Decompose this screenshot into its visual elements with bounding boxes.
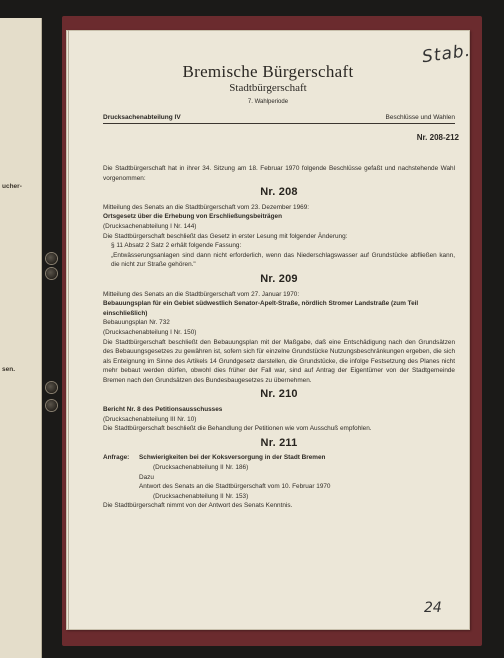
section-ref: (Drucksachenabteilung III Nr. 10)	[103, 415, 197, 423]
department-row	[103, 114, 455, 124]
punch-hole	[46, 400, 57, 411]
section-change: § 11 Absatz 2 Satz 2 erhält folgende Fassung:	[111, 242, 242, 250]
handwritten-page-number: 24	[424, 600, 442, 616]
intro-text: Die Stadtbürgerschaft hat in ihrer 34. Sitzung am 18. Februar 1970 folgende Beschlüsse gefaßt und nachstehende Wahl vorgenommen:	[103, 165, 455, 182]
handwritten-note: Stab.	[420, 40, 473, 68]
section-number: Nr. 209	[260, 272, 298, 285]
legislative-period: 7. Wahlperiode	[247, 99, 289, 105]
section-title: Ortsgesetz über die Erhebung von Erschließungsbeiträgen	[103, 213, 282, 221]
section-text: Mitteilung des Senats an die Stadtbürgerschaft vom 27. Januar 1970:	[103, 290, 300, 298]
section-text: Dazu	[139, 473, 154, 481]
section-ref: (Drucksachenabteilung I Nr. 150)	[103, 328, 197, 336]
section-plan: Bebauungsplan Nr. 732	[103, 319, 170, 327]
section-change-text: „Entwässerungsanlagen sind dann nicht erforderlich, wenn das Niederschlagswasser auf Grundstücke abfließen kann, die nicht zur Straße gehören."	[111, 251, 455, 269]
left-page-fragment: sen.	[2, 366, 16, 373]
left-page-fragment: ucher-	[2, 183, 22, 190]
section-number: Nr. 208	[260, 186, 298, 199]
inquiry-label: Anfrage:	[103, 454, 130, 462]
section-title: Bericht Nr. 8 des Petitionsausschusses	[103, 406, 223, 414]
document-subtitle: Stadtbürgerschaft	[229, 82, 307, 94]
section-title: Schwierigkeiten bei der Koksversorgung in der Stadt Bremen	[139, 454, 326, 462]
section-decision: Die Stadtbürgerschaft beschließt das Gesetz in erster Lesung mit folgender Änderung:	[103, 232, 348, 240]
section-number: Nr. 210	[260, 388, 298, 401]
section-decision: Die Stadtbürgerschaft beschließt den Bebauungsplan mit der Maßgabe, daß eine Entschädigung nach den Grundsätzen des Bebauungsgesetzes zu gewähren ist, sofern sich für einzelne Grundstücke Nutzungsbeschränkungen ergeben, die sich als Enteignung im Sinne des Artikels 14 Grundgesetz darstellen, die Grundstücke, die infolge Festsetzung des Planes nicht mehr bebaut werden dürfen, obwohl dies früher der Fall war, sind auf Antrag der Eigentümer von der Stadtgemeinde Bremen nach den Grundsätzen des Bundesbaugesetzes zu übernehmen.	[103, 338, 455, 384]
section-title: Bebauungsplan für ein Gebiet südwestlich Senator-Apelt-Straße, nördlich Stromer Landstraße (zum Teil einschließlich)	[103, 300, 419, 317]
page-edge-line	[68, 30, 69, 630]
inquiry-block	[103, 453, 455, 501]
punch-hole	[46, 253, 57, 264]
left-page-edge	[0, 18, 42, 658]
category-label: Beschlüsse und Wahlen	[385, 114, 455, 121]
document-title: Bremische Bürgerschaft	[182, 62, 354, 81]
section-ref: (Drucksachenabteilung I Nr. 144)	[103, 222, 197, 230]
section-decision: Die Stadtbürgerschaft beschließt die Behandlung der Petitionen wie vom Ausschuß empfohlen.	[103, 425, 372, 433]
section-decision: Die Stadtbürgerschaft nimmt von der Antwort des Senats Kenntnis.	[103, 502, 293, 510]
section-text: Mitteilung des Senats an die Stadtbürgerschaft vom 23. Dezember 1969:	[103, 203, 310, 211]
document-number-range: Nr. 208-212	[416, 133, 459, 142]
department-label: Drucksachenabteilung IV	[103, 114, 181, 121]
punch-hole	[46, 268, 57, 279]
punch-hole	[46, 382, 57, 393]
section-ref: (Drucksachenabteilung II Nr. 186)	[153, 464, 249, 472]
document-body	[103, 164, 455, 511]
section-text: Antwort des Senats an die Stadtbürgerschaft vom 10. Februar 1970	[139, 483, 331, 491]
section-ref: (Drucksachenabteilung II Nr. 153)	[153, 492, 249, 500]
section-number: Nr. 211	[260, 436, 298, 449]
